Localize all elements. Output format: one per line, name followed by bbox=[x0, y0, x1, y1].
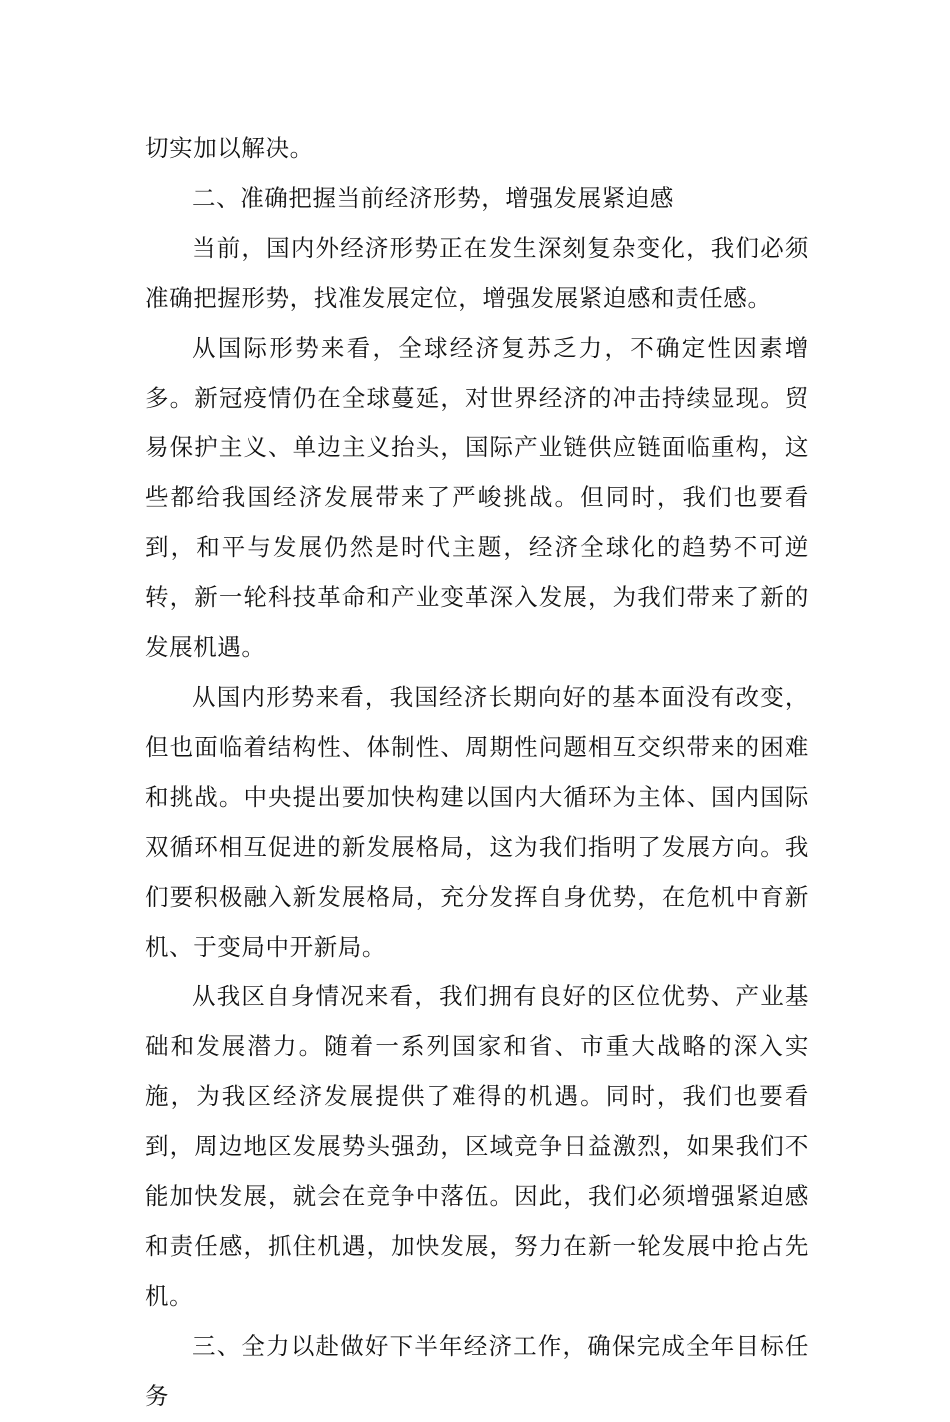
paragraph-current-situation: 当前，国内外经济形势正在发生深刻复杂变化，我们必须准确把握形势，找准发展定位，增强发展紧迫感和责任感。 bbox=[145, 233, 809, 312]
paragraph-continuation: 切实加以解决。 bbox=[145, 134, 314, 162]
paragraph-international: 从国际形势来看，全球经济复苏乏力，不确定性因素增多。新冠疫情仍在全球蔓延，对世界经济的冲击持续显现。贸易保护主义、单边主义抬头，国际产业链供应链面临重构，这些都给我国经济发展带来了严峻挑战。但同时，我们也要看到，和平与发展仍然是时代主题，经济全球化的趋势不可逆转，新一轮科技革命和产业变革深入发展，为我们带来了新的发展机遇。 bbox=[145, 333, 809, 662]
document-body bbox=[145, 124, 809, 1422]
paragraph-local-district: 从我区自身情况来看，我们拥有良好的区位优势、产业基础和发展潜力。随着一系列国家和省、市重大战略的深入实施，为我区经济发展提供了难得的机遇。同时，我们也要看到，周边地区发展势头强劲，区域竞争日益激烈，如果我们不能加快发展，就会在竞争中落伍。因此，我们必须增强紧迫感和责任感，抓住机遇，加快发展，努力在新一轮发展中抢占先机。 bbox=[145, 982, 809, 1310]
paragraph-domestic: 从国内形势来看，我国经济长期向好的基本面没有改变，但也面临着结构性、体制性、周期性问题相互交织带来的困难和挑战。中央提出要加快构建以国内大循环为主体、国内国际双循环相互促进的新发展格局，这为我们指明了发展方向。我们要积极融入新发展格局，充分发挥自身优势，在危机中育新机、于变局中开新局。 bbox=[145, 682, 809, 961]
section-heading-3: 三、全力以赴做好下半年经济工作，确保完成全年目标任务 bbox=[145, 1331, 809, 1410]
section-heading-2: 二、准确把握当前经济形势，增强发展紧迫感 bbox=[192, 183, 674, 212]
